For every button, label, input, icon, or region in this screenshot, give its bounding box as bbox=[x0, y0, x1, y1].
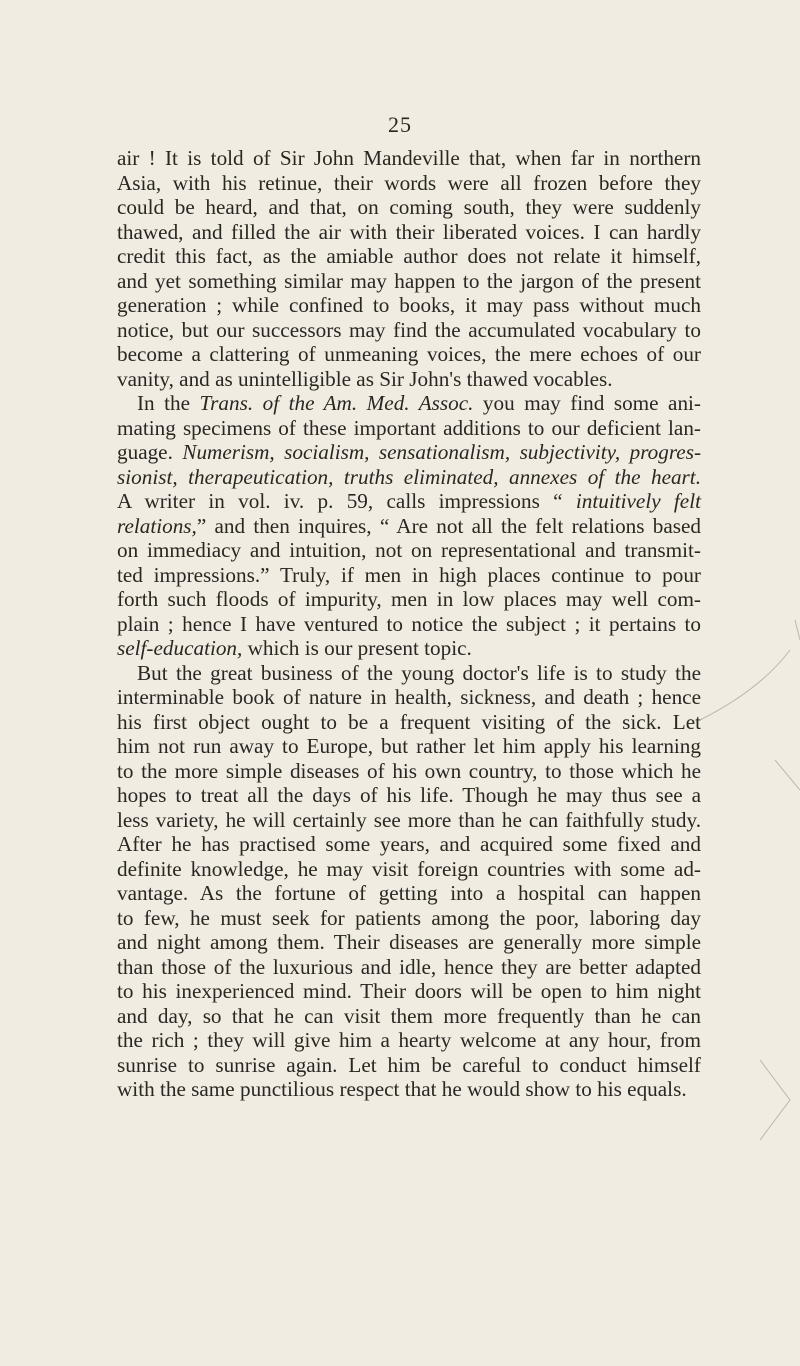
text-line: definite knowledge, he may visit foreign countries with some ad- bbox=[117, 856, 701, 881]
text-line: become a clattering of unmeaning voices, the mere echoes of our bbox=[117, 342, 701, 366]
text-line bbox=[117, 514, 701, 539]
text-run: ” and then inquires, “ Are not all the felt relations based bbox=[196, 513, 701, 538]
text-line bbox=[117, 636, 701, 661]
text-run: which is our present topic. bbox=[242, 636, 472, 660]
body-text bbox=[117, 146, 701, 1102]
text-line: sunrise to sunrise again. Let him be careful to conduct himself bbox=[117, 1052, 701, 1077]
text-line: could be heard, and that, on coming south, they were suddenly bbox=[117, 195, 701, 219]
text-line bbox=[117, 465, 701, 490]
text-line: on immediacy and intuition, not on representational and transmit- bbox=[117, 538, 701, 562]
text-line: with the same punctilious respect that he would show to his equals. bbox=[117, 1077, 687, 1101]
text-run: In the bbox=[137, 391, 200, 415]
text-line: and day, so that he can visit them more frequently than he can bbox=[117, 1003, 701, 1028]
text-run: guage. bbox=[117, 440, 183, 464]
text-line: hopes to treat all the days of his life. Though he may thus see a bbox=[117, 783, 701, 807]
text-line: interminable book of nature in health, sickness, and death ; hence bbox=[117, 685, 701, 709]
text-line: generation ; while confined to books, it may pass without much bbox=[117, 293, 701, 317]
text-line: air ! It is told of Sir John Mandeville that, when far in northern bbox=[117, 146, 701, 170]
text-line: to few, he must seek for patients among the poor, laboring day bbox=[117, 905, 701, 930]
text-line: But the great business of the young doctor's life is to study the bbox=[137, 660, 701, 685]
page-number: 25 bbox=[388, 112, 412, 137]
text-line: to his inexperienced mind. Their doors will be open to him night bbox=[117, 979, 701, 1003]
text-line: plain ; hence I have ventured to notice the subject ; it pertains to bbox=[117, 611, 701, 636]
italic-run: intuitively felt bbox=[575, 489, 701, 513]
text-line: and night among them. Their diseases are generally more simple bbox=[117, 930, 701, 954]
text-line: ted impressions.” Truly, if men in high places continue to pour bbox=[117, 562, 701, 587]
italic-run: relations, bbox=[117, 513, 197, 538]
text-line: to the more simple diseases of his own country, to those which he bbox=[117, 758, 701, 783]
text-line: him not run away to Europe, but rather let him apply his learning bbox=[117, 734, 701, 758]
text-line: mating specimens of these important additions to our deficient lan- bbox=[117, 415, 701, 440]
italic-run: Trans. of the Am. Med. Assoc. bbox=[199, 391, 474, 415]
text-run: you may find some ani- bbox=[473, 391, 701, 415]
text-line: credit this fact, as the amiable author does not relate it himself, bbox=[117, 244, 701, 268]
text-line: After he has practised some years, and acquired some fixed and bbox=[117, 832, 701, 856]
text-line: less variety, he will certainly see more than he can faithfully study. bbox=[117, 807, 701, 832]
italic-run: self-education, bbox=[117, 636, 243, 660]
italic-run: Numerism, socialism, sensationalism, subjectivity, progres- bbox=[182, 440, 701, 464]
text-line bbox=[117, 440, 701, 465]
text-line: his first object ought to be a frequent visiting of the sick. Let bbox=[117, 709, 701, 734]
text-line: and yet something similar may happen to the jargon of the present bbox=[117, 268, 701, 293]
text-line: vantage. As the fortune of getting into a hospital can happen bbox=[117, 881, 701, 905]
text-line bbox=[117, 391, 701, 416]
text-line: forth such floods of impurity, men in low places may well com- bbox=[117, 587, 701, 611]
text-line: thawed, and filled the air with their liberated voices. I can hardly bbox=[117, 219, 701, 244]
text-line: notice, but our successors may find the accumulated vocabulary to bbox=[117, 317, 701, 342]
text-line bbox=[117, 489, 701, 514]
text-line: vanity, and as unintelligible as Sir John's thawed vocables. bbox=[117, 366, 613, 391]
text-line: the rich ; they will give him a hearty welcome at any hour, from bbox=[117, 1028, 701, 1052]
italic-run: sionist, therapeutication, truths eliminated, annexes of the heart. bbox=[117, 464, 701, 489]
text-line: than those of the luxurious and idle, hence they are better adapted bbox=[117, 954, 701, 979]
text-line: Asia, with his retinue, their words were all frozen before they bbox=[117, 170, 701, 195]
text-run: A writer in vol. iv. p. 59, calls impressions “ bbox=[117, 489, 576, 513]
